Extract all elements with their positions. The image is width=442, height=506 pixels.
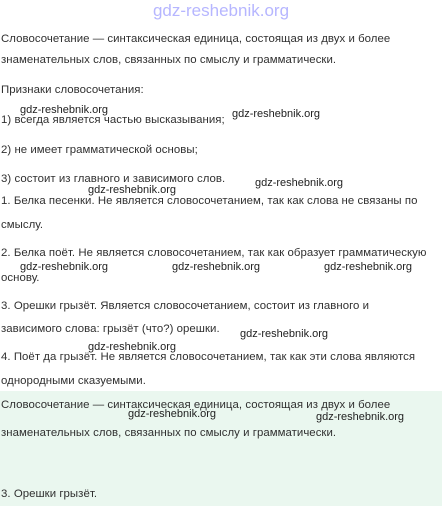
watermark: gdz-reshebnik.org [20, 104, 109, 116]
watermark: gdz-reshebnik.org [316, 411, 405, 423]
feature-2: 2) не имеет грамматической основы; [1, 144, 198, 156]
watermark: gdz-reshebnik.org [20, 261, 109, 273]
item-1-line-2: смыслу. [1, 219, 44, 231]
feature-1: 1) всегда является частью высказывания; [1, 114, 225, 126]
item-3-line-1: 3. Орешки грызёт. Является словосочетанием, состоит из главного и [1, 300, 370, 312]
definition-line-2: знаменательных слов, связанных по смыслу и грамматически. [1, 54, 337, 66]
watermark: gdz-reshebnik.org [172, 261, 261, 273]
features-heading: Признаки словосочетания: [1, 84, 144, 96]
feature-3: 3) состоит из главного и зависимого слов. [1, 173, 226, 185]
item-4-line-2: однородными сказуемыми. [1, 375, 146, 387]
definition-line-1: Словосочетание — синтаксическая единица, состоящая из двух и более [1, 33, 391, 45]
watermark: gdz-reshebnik.org [324, 261, 413, 273]
answer-line-3: 3. Орешки грызёт. [1, 488, 98, 500]
watermark: gdz-reshebnik.org [128, 408, 217, 420]
site-title[interactable]: gdz-reshebnik.org [152, 1, 290, 20]
watermark: gdz-reshebnik.org [88, 341, 177, 353]
watermark: gdz-reshebnik.org [240, 328, 329, 340]
watermark: gdz-reshebnik.org [232, 108, 321, 120]
watermark: gdz-reshebnik.org [255, 177, 344, 189]
item-2-line-1: 2. Белка поёт. Не является словосочетанием, так как образует грамматическую [1, 247, 427, 259]
item-4-line-1: 4. Поёт да грызёт. Не является словосочетанием, так как эти слова являются [1, 351, 416, 363]
item-2-line-2: основу. [1, 272, 40, 284]
watermark: gdz-reshebnik.org [88, 184, 177, 196]
item-1-line-1: 1. Белка песенки. Не является словосочетанием, так как слова не связаны по [1, 195, 418, 207]
answer-line-1: Словосочетание — синтаксическая единица, состоящая из двух и более [1, 399, 391, 411]
item-3-line-2: зависимого слова: грызёт (что?) орешки. [1, 323, 220, 335]
answer-line-2: знаменательных слов, связанных по смыслу и грамматически. [1, 427, 337, 439]
